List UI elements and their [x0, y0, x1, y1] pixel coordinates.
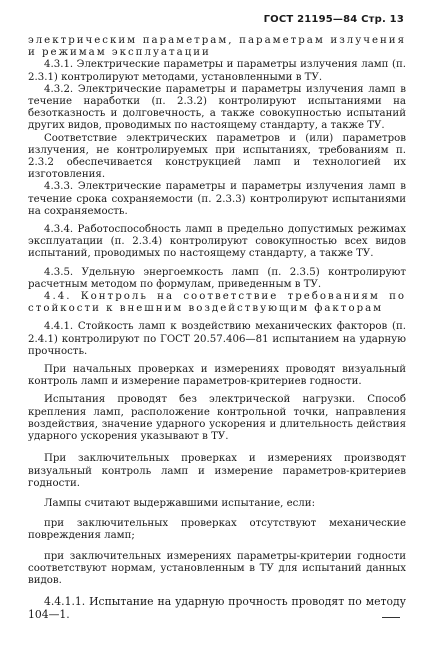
body-text — [28, 35, 406, 621]
paragraph-conformity: Соответствие электрических параметров и (или) параметров излучения, не контролируемых при испытаниях, требованиям п. 2.3.2 обеспечивается конструкцией ламп и технологией их изготовления. — [28, 132, 406, 181]
paragraph-4-3-2: 4.3.2. Электрические параметры и параметры излучения ламп в течение наработки (п. 2.3.2) контролируют испытаниями на безотказность и долговечность, а также совокупностью испытаний других видов, проводимых по настоящему стандарту, а также ТУ. — [28, 83, 406, 132]
section-heading-continuation: электрическим параметрам, параметрам излучения и режимам эксплуатации — [28, 35, 406, 59]
paragraph-final-checks: При заключительных проверках и измерениях производят визуальный контроль ламп и измерение параметров-критериев годности. — [28, 453, 406, 489]
paragraph-test-conditions: Испытания проводят без электрической нагрузки. Способ крепления ламп, расположение контрольной точки, направления воздействия, значение ударного ускорения и длительность действия ударного ускорения указывают в ТУ. — [28, 394, 406, 443]
paragraph-4-4-1: 4.4.1. Стойкость ламп к воздействию механических факторов (п. 2.4.1) контролируют по ГОСТ 20.57.406—81 испытанием на ударную прочность. — [28, 321, 406, 357]
paragraph-criterion-parameters: при заключительных измерениях параметры-критерии годности соответствуют нормам, установленным в ТУ для испытаний данных видов. — [28, 550, 406, 586]
continuation-dash — [382, 617, 400, 618]
section-heading-4-4: 4.4. Контроль на соответствие требованиям по стойкости к внешним воздействующим факторам — [28, 291, 406, 315]
page-header — [28, 14, 406, 25]
paragraph-initial-checks: При начальных проверках и измерениях проводят визуальный контроль ламп и измерение параметров-критериев годности. — [28, 364, 406, 388]
paragraph-criterion-damage: при заключительных проверках отсутствуют механические повреждения ламп; — [28, 518, 406, 542]
paragraph-4-4-1-1: 4.4.1.1. Испытание на ударную прочность проводят по методу 104—1. — [28, 595, 406, 622]
paragraph-4-3-5: 4.3.5. Удельную энергоемкость ламп (п. 2.3.5) контролируют расчетным методом по формулам, приведенным в ТУ. — [28, 266, 406, 290]
paragraph-4-3-3: 4.3.3. Электрические параметры и параметры излучения ламп в течение срока сохраняемости (п. 2.3.3) контролируют испытаниями на сохраняемость. — [28, 181, 406, 217]
page-number: Стр. 13 — [361, 14, 404, 25]
paragraph-pass-criteria: Лампы считают выдержавшими испытание, если: — [44, 497, 315, 509]
paragraph-4-3-4: 4.3.4. Работоспособность ламп в предельно допустимых режимах эксплуатации (п. 2.3.4) контролируют совокупностью всех видов испытаний, проводимых по настоящему стандарту, а также ТУ. — [28, 224, 406, 260]
gost-number: ГОСТ 21195—84 — [263, 14, 358, 25]
paragraph-4-3-1: 4.3.1. Электрические параметры и параметры излучения ламп (п. 2.3.1) контролируют методами, установленными в ТУ. — [28, 59, 406, 83]
